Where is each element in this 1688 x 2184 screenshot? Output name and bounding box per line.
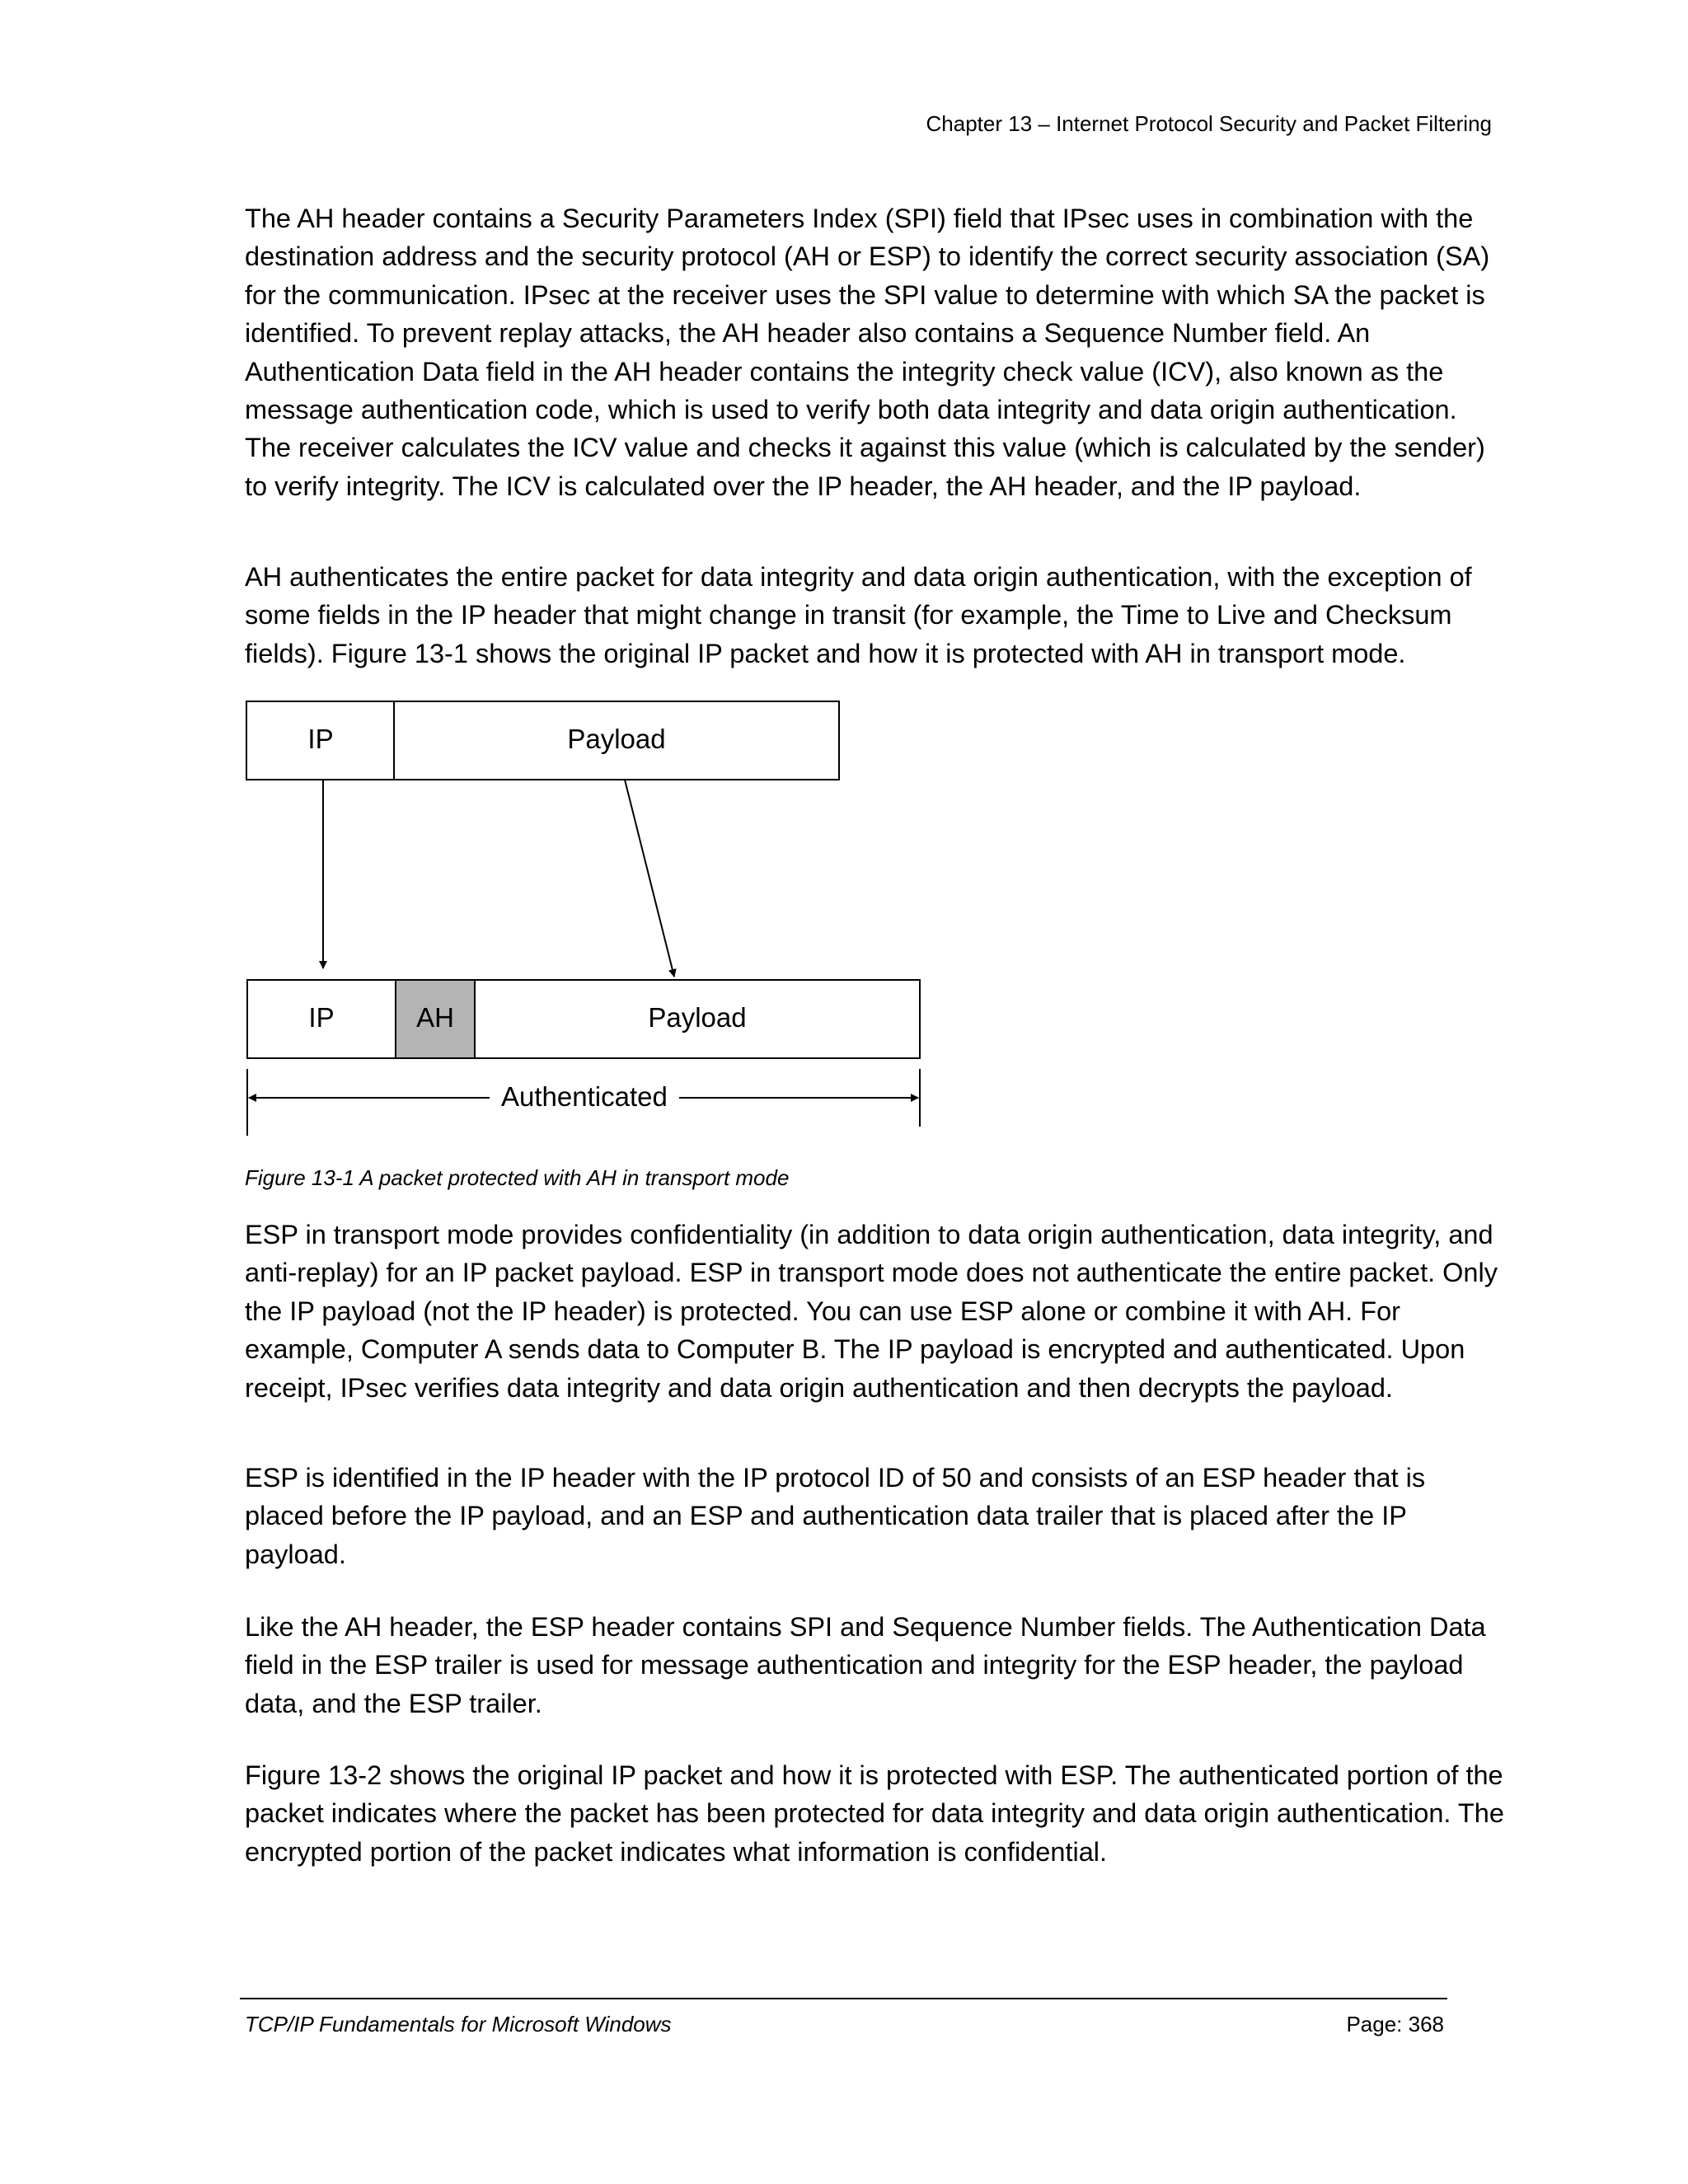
body-paragraph-figure-13-2: Figure 13-2 shows the original IP packet and how it is protected with ESP. The authenticated portion of the packet indicates where the packet has been protected for data integrity and data origin authentication. The encrypted portion of the packet indicates what information is confidential. bbox=[245, 1760, 1504, 1867]
protected-payload-label: Payload bbox=[648, 1002, 747, 1033]
original-payload-label: Payload bbox=[567, 724, 666, 754]
running-header: Chapter 13 – Internet Protocol Security and Packet Filtering bbox=[926, 111, 1492, 136]
body-paragraph-esp-transport: ESP in transport mode provides confidentiality (in addition to data origin authentication, data integrity, and anti-replay) for an IP packet payload. ESP in transport mode does not authenticate the entire packet. Only the IP payload (not the IP header) is protected. You can use ESP alone or combine it with AH. For example, Computer A sends data to Computer B. The IP payload is encrypted and authenticated. Upon receipt, IPsec verifies data integrity and data origin authentication and then decrypts the payload. bbox=[245, 1220, 1498, 1403]
packet-diagram bbox=[239, 696, 931, 1141]
figure-ah-transport-mode bbox=[239, 696, 931, 1141]
protected-ah-label: AH bbox=[416, 1002, 454, 1033]
footer-book-title: TCP/IP Fundamentals for Microsoft Windows bbox=[245, 2012, 672, 2036]
figure-caption: Figure 13-1 A packet protected with AH in transport mode bbox=[245, 1165, 790, 1190]
payload-mapping-arrow bbox=[625, 780, 674, 977]
body-paragraph-spi: The AH header contains a Security Parameters Index (SPI) field that IPsec uses in combination with the destination address and the security protocol (AH or ESP) to identify the correct security association (SA) for the communication. IPsec at the receiver uses the SPI value to determine with which SA the packet is identified. To prevent replay attacks, the AH header also contains a Sequence Number field. An Authentication Data field in the AH header contains the integrity check value (ICV), also known as the message authentication code, which is used to verify both data integrity and data origin authentication. The receiver calculates the ICV value and checks it against this value (which is calculated by the sender) to verify integrity. The ICV is calculated over the IP header, the AH header, and the IP payload. bbox=[245, 204, 1490, 501]
body-paragraph-esp-header: Like the AH header, the ESP header contains SPI and Sequence Number fields. The Authentication Data field in the ESP trailer is used for message authentication and integrity for the ESP header, the payload data, and the ESP trailer. bbox=[245, 1612, 1486, 1718]
authenticated-label: Authenticated bbox=[490, 1080, 679, 1113]
footer-divider bbox=[240, 1998, 1447, 1999]
body-paragraph-ah-authentication: AH authenticates the entire packet for data integrity and data origin authentication, with the exception of some fields in the IP header that might change in transit (for example, the Time to Live and Checksum fields). Figure 13-1 shows the original IP packet and how it is protected with AH in transport mode. bbox=[245, 562, 1472, 668]
footer-page-number: Page: 368 bbox=[1346, 2012, 1444, 2036]
body-paragraph-esp-protocol-id: ESP is identified in the IP header with the IP protocol ID of 50 and consists of an ESP header that is placed before the IP payload, and an ESP and authentication data trailer that is placed after the IP payload. bbox=[245, 1463, 1426, 1569]
protected-ip-label: IP bbox=[308, 1002, 335, 1033]
original-ip-label: IP bbox=[307, 724, 334, 754]
